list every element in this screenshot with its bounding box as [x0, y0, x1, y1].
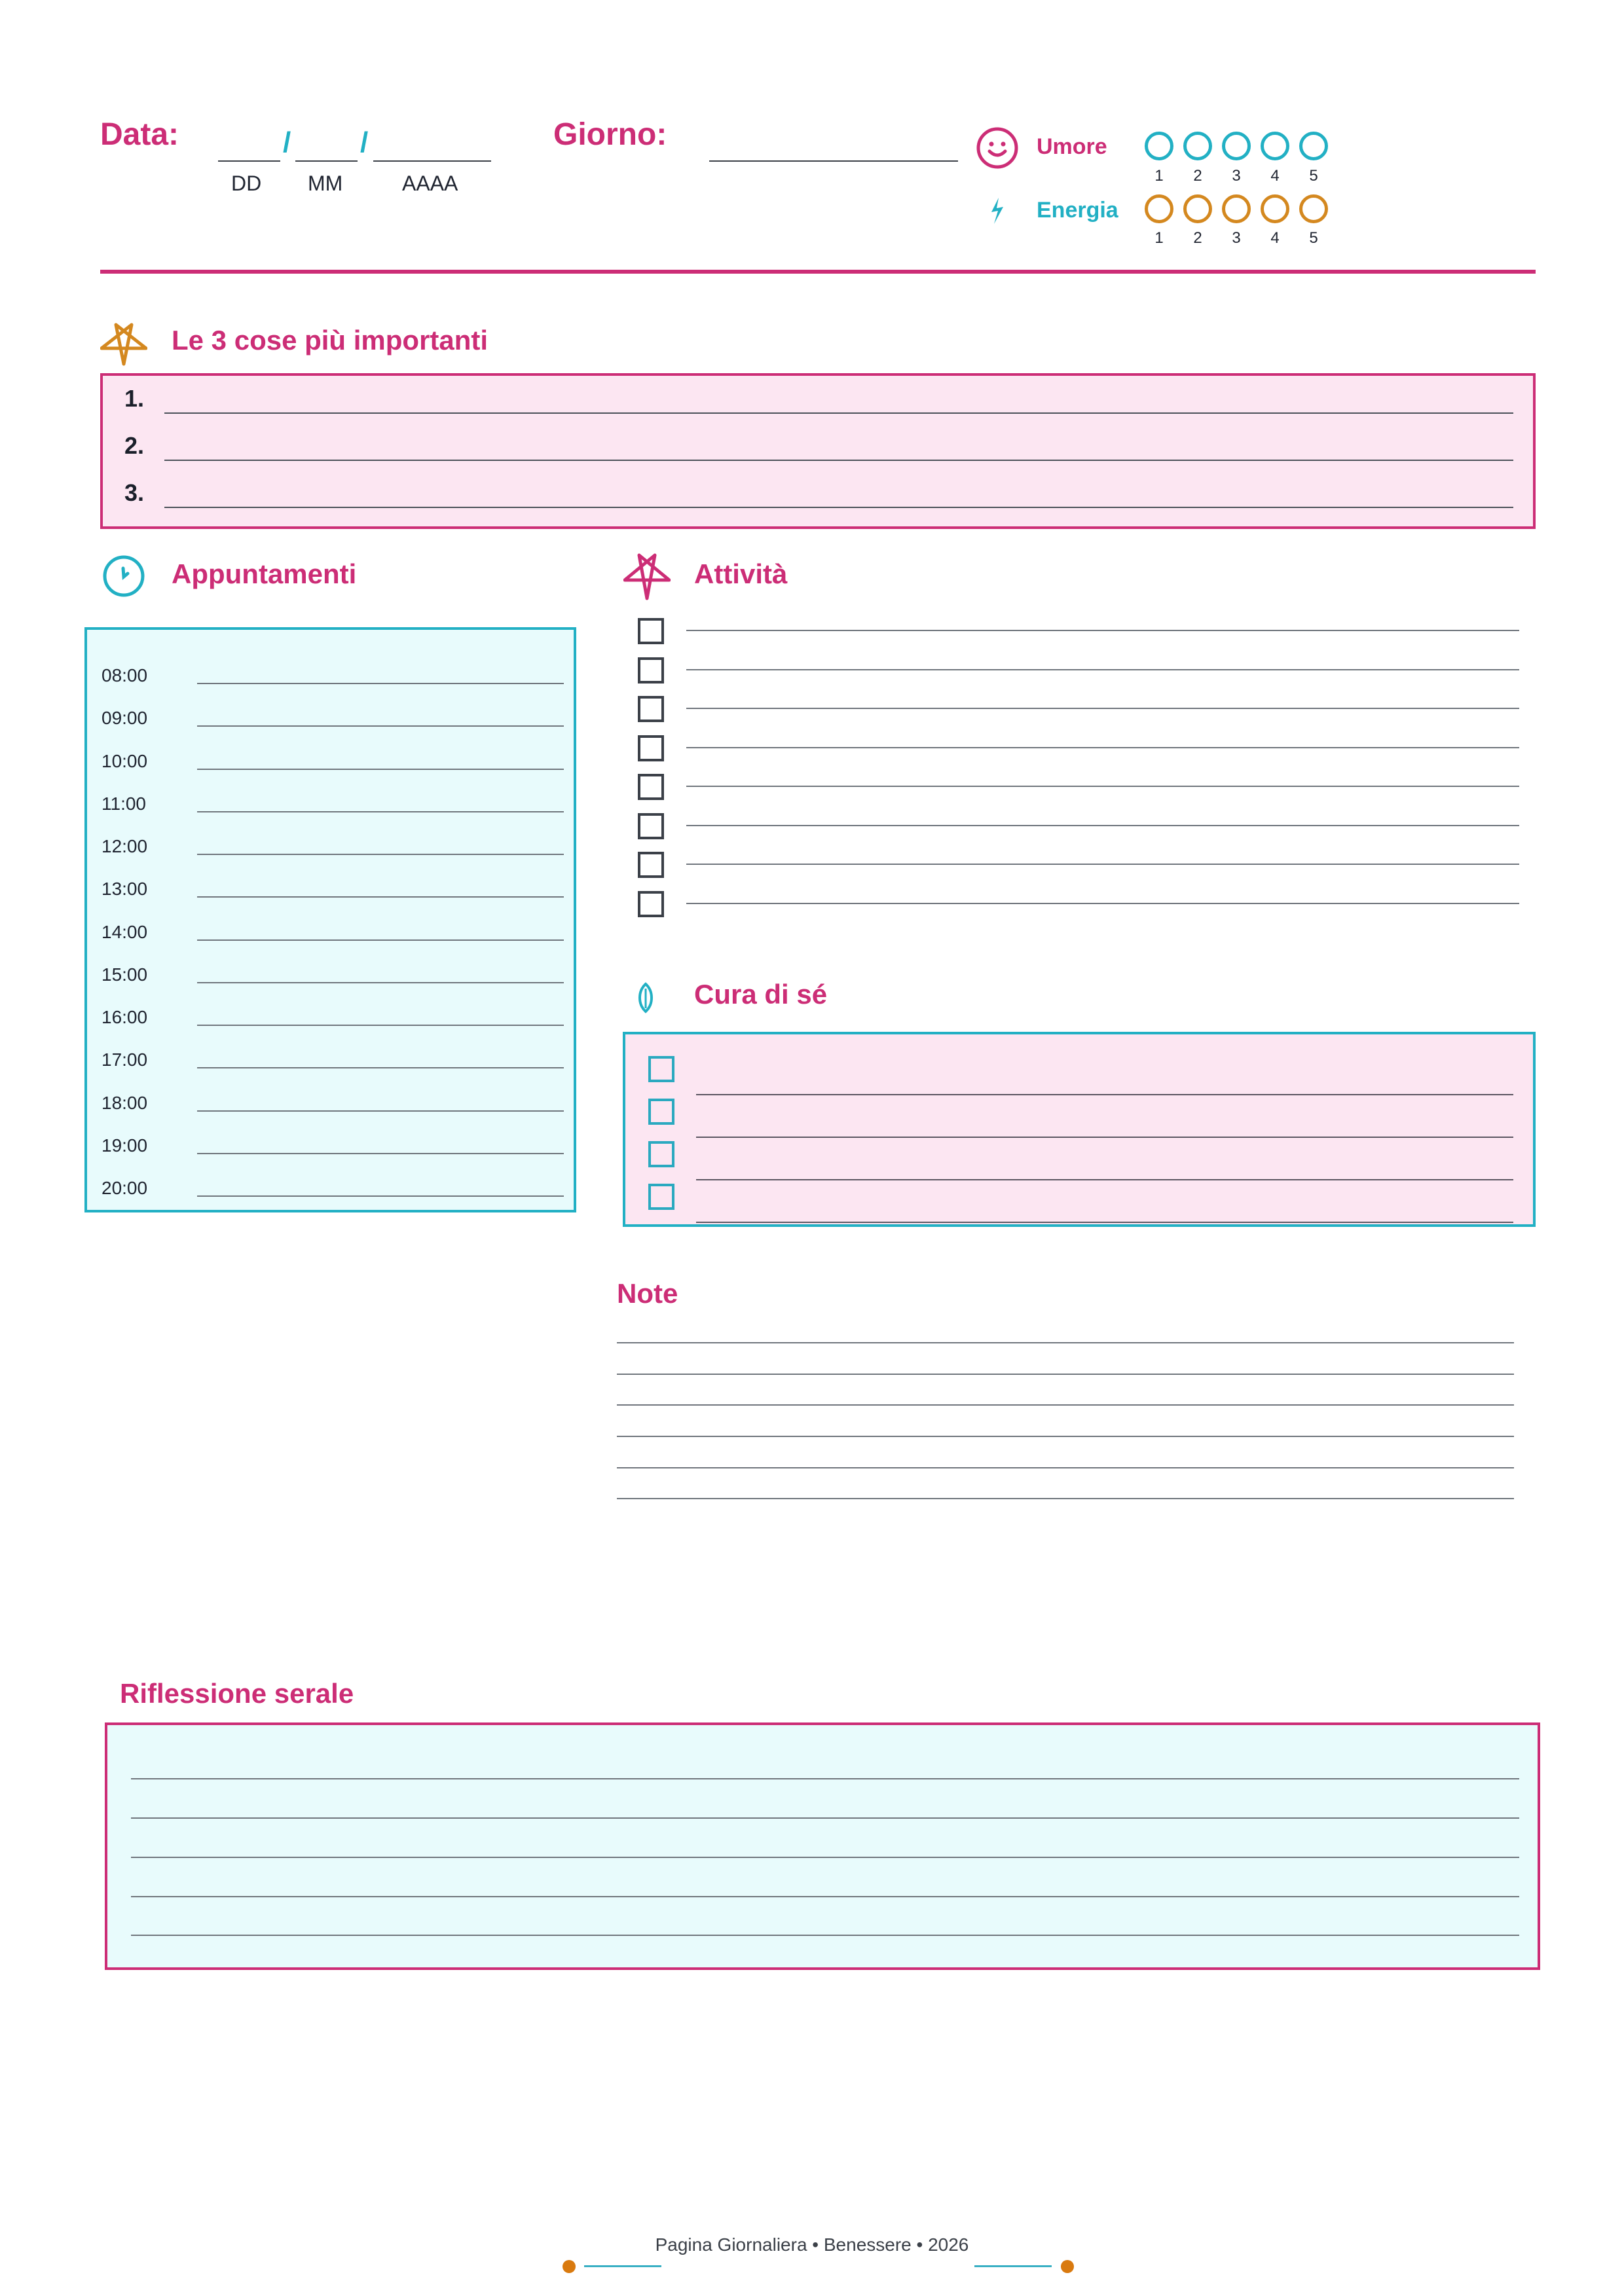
- reflection-box: [105, 1722, 1540, 1970]
- activity-checkbox-8[interactable]: [638, 891, 664, 917]
- mood-rating-1[interactable]: [1145, 132, 1173, 160]
- date-separator: /: [360, 126, 369, 158]
- priority-input-1[interactable]: [164, 412, 1513, 414]
- mood-scale-number: 2: [1193, 167, 1202, 185]
- activity-checkbox-2[interactable]: [638, 657, 664, 683]
- mood-scale-number: 3: [1232, 167, 1241, 185]
- notes-title: Note: [617, 1278, 678, 1309]
- selfcare-input-1[interactable]: [696, 1094, 1513, 1095]
- footer-dot-right: [1061, 2260, 1074, 2273]
- appointment-slot-2000[interactable]: [197, 1195, 564, 1197]
- activity-input-3[interactable]: [686, 708, 1519, 709]
- priority-number: 2.: [124, 432, 145, 459]
- priority-number: 1.: [124, 385, 145, 412]
- mood-rating-2[interactable]: [1183, 132, 1212, 160]
- lightning-bolt-icon: [987, 196, 1007, 225]
- time-label: 09:00: [101, 708, 148, 728]
- mood-rating-3[interactable]: [1222, 132, 1251, 160]
- selfcare-checkbox-3[interactable]: [648, 1141, 674, 1167]
- time-label: 12:00: [101, 836, 148, 856]
- activity-checkbox-7[interactable]: [638, 852, 664, 878]
- energy-scale-number: 2: [1193, 229, 1202, 247]
- date-label: Data:: [100, 117, 179, 152]
- selfcare-box: [623, 1032, 1536, 1227]
- activity-input-1[interactable]: [686, 630, 1519, 631]
- top3-title: Le 3 cose più importanti: [172, 325, 489, 355]
- energy-rating-5[interactable]: [1299, 194, 1328, 223]
- energy-rating-3[interactable]: [1222, 194, 1251, 223]
- activity-checkbox-6[interactable]: [638, 813, 664, 839]
- energy-scale-number: 5: [1309, 229, 1318, 247]
- appointment-slot-1800[interactable]: [197, 1110, 564, 1112]
- appointment-slot-1000[interactable]: [197, 769, 564, 770]
- selfcare-title: Cura di sé: [694, 979, 828, 1010]
- time-label: 14:00: [101, 922, 148, 942]
- notes-line-5[interactable]: [617, 1467, 1514, 1468]
- activity-input-8[interactable]: [686, 903, 1519, 904]
- appointment-slot-1400[interactable]: [197, 939, 564, 941]
- notes-line-6[interactable]: [617, 1498, 1514, 1499]
- footer-text: Pagina Giornaliera • Benessere • 2026: [655, 2234, 969, 2255]
- activity-checkbox-3[interactable]: [638, 696, 664, 722]
- date-day-caption: DD: [231, 172, 262, 195]
- footer-line-left: [584, 2265, 661, 2267]
- time-label: 16:00: [101, 1007, 148, 1027]
- appointment-slot-1300[interactable]: [197, 896, 564, 898]
- header-divider: [100, 270, 1536, 274]
- leaf-icon: [635, 982, 656, 1013]
- appointment-slot-1700[interactable]: [197, 1067, 564, 1068]
- activity-checkbox-5[interactable]: [638, 774, 664, 800]
- reflection-line-5[interactable]: [131, 1935, 1519, 1936]
- date-year-caption: AAAA: [402, 172, 458, 195]
- date-separator: /: [283, 126, 291, 158]
- reflection-title: Riflessione serale: [120, 1678, 354, 1709]
- mood-label: Umore: [1037, 134, 1107, 159]
- time-label: 17:00: [101, 1049, 148, 1070]
- selfcare-input-4[interactable]: [696, 1222, 1513, 1223]
- selfcare-checkbox-2[interactable]: [648, 1099, 674, 1125]
- time-label: 08:00: [101, 665, 148, 685]
- energy-scale-number: 4: [1270, 229, 1280, 247]
- appointment-slot-1600[interactable]: [197, 1025, 564, 1026]
- time-label: 18:00: [101, 1093, 148, 1113]
- time-label: 15:00: [101, 964, 148, 985]
- notes-line-2[interactable]: [617, 1374, 1514, 1375]
- priority-input-2[interactable]: [164, 460, 1513, 461]
- energy-rating-1[interactable]: [1145, 194, 1173, 223]
- activity-checkbox-1[interactable]: [638, 618, 664, 644]
- activity-input-7[interactable]: [686, 864, 1519, 865]
- appointments-box: [84, 627, 576, 1212]
- activities-title: Attività: [694, 558, 788, 589]
- mood-rating-4[interactable]: [1261, 132, 1289, 160]
- activity-input-5[interactable]: [686, 786, 1519, 787]
- time-label: 11:00: [101, 793, 146, 814]
- energy-rating-2[interactable]: [1183, 194, 1212, 223]
- notes-line-1[interactable]: [617, 1342, 1514, 1343]
- appointment-slot-1200[interactable]: [197, 854, 564, 855]
- mood-scale-number: 5: [1309, 167, 1318, 185]
- energy-label: Energia: [1037, 198, 1118, 223]
- mood-rating-5[interactable]: [1299, 132, 1328, 160]
- appointment-slot-1900[interactable]: [197, 1153, 564, 1154]
- date-day-field[interactable]: [218, 160, 280, 162]
- notes-line-3[interactable]: [617, 1404, 1514, 1406]
- energy-rating-4[interactable]: [1261, 194, 1289, 223]
- star-icon: [623, 551, 671, 601]
- top3-box: [100, 373, 1536, 529]
- appointment-slot-1100[interactable]: [197, 811, 564, 812]
- star-icon: [100, 319, 147, 367]
- appointment-slot-1500[interactable]: [197, 982, 564, 983]
- mood-scale-number: 4: [1270, 167, 1280, 185]
- smiley-face-icon: [976, 126, 1019, 170]
- reflection-line-2[interactable]: [131, 1817, 1519, 1819]
- selfcare-checkbox-4[interactable]: [648, 1184, 674, 1210]
- selfcare-input-3[interactable]: [696, 1179, 1513, 1180]
- time-label: 19:00: [101, 1135, 148, 1156]
- date-month-caption: MM: [308, 172, 343, 195]
- day-label: Giorno:: [553, 117, 667, 152]
- date-year-field[interactable]: [373, 160, 491, 162]
- time-label: 13:00: [101, 879, 148, 899]
- selfcare-input-2[interactable]: [696, 1137, 1513, 1138]
- energy-scale-number: 3: [1232, 229, 1241, 247]
- activity-checkbox-4[interactable]: [638, 735, 664, 761]
- priority-input-3[interactable]: [164, 507, 1513, 508]
- appointments-title: Appuntamenti: [172, 558, 357, 589]
- activity-input-6[interactable]: [686, 825, 1519, 826]
- activity-input-4[interactable]: [686, 747, 1519, 748]
- date-month-field[interactable]: [295, 160, 358, 162]
- reflection-line-4[interactable]: [131, 1896, 1519, 1897]
- priority-number: 3.: [124, 479, 145, 506]
- energy-scale-number: 1: [1154, 229, 1164, 247]
- reflection-line-3[interactable]: [131, 1857, 1519, 1858]
- appointment-slot-0900[interactable]: [197, 725, 564, 727]
- notes-line-4[interactable]: [617, 1436, 1514, 1437]
- activity-input-2[interactable]: [686, 669, 1519, 670]
- mood-scale-number: 1: [1154, 167, 1164, 185]
- day-input[interactable]: [709, 160, 958, 162]
- selfcare-checkbox-1[interactable]: [648, 1056, 674, 1082]
- reflection-line-1[interactable]: [131, 1778, 1519, 1779]
- clock-icon: [101, 554, 146, 598]
- appointment-slot-0800[interactable]: [197, 683, 564, 684]
- footer-line-right: [974, 2265, 1052, 2267]
- time-label: 20:00: [101, 1178, 148, 1198]
- time-label: 10:00: [101, 751, 148, 771]
- footer-dot-left: [563, 2260, 576, 2273]
